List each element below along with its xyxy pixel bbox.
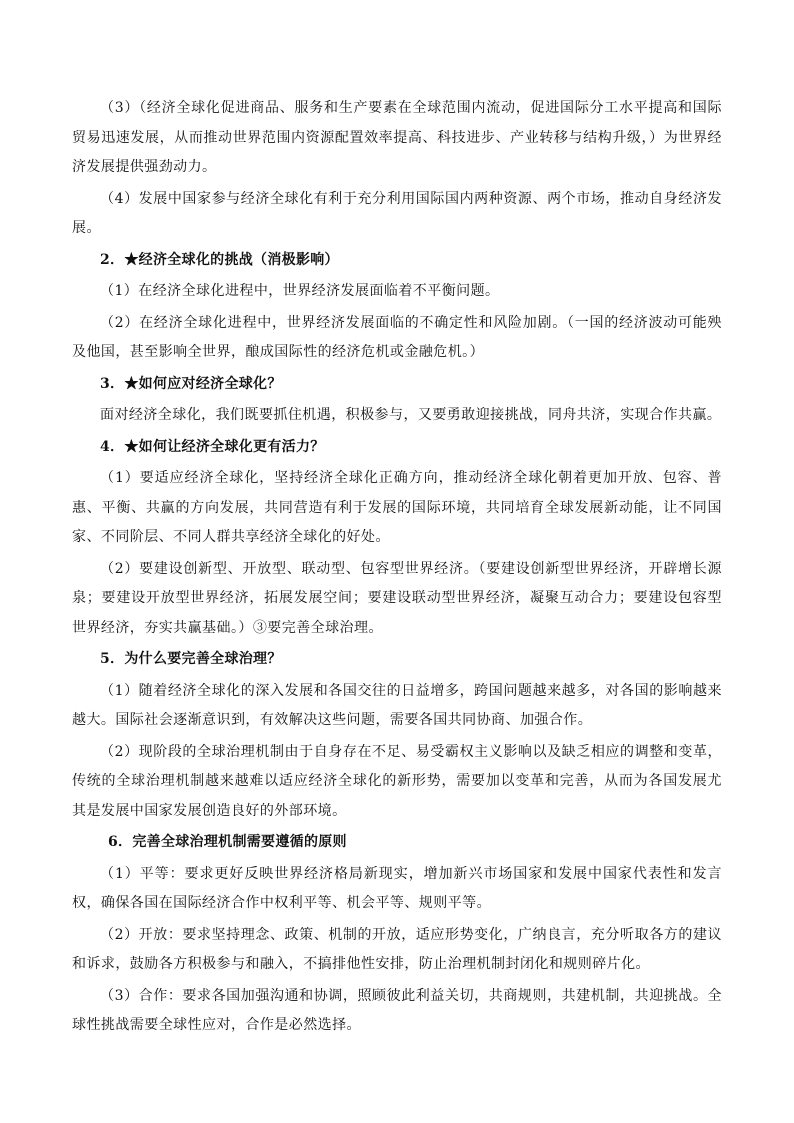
heading-principles: 6．完善全球治理机制需要遵循的原则 — [108, 834, 347, 850]
heading-vitality: 4．★如何让经济全球化更有活力？ — [100, 438, 325, 455]
document-page — [72, 94, 722, 1041]
paragraph-globalization-drive: （3）（经济全球化促进商品、服务和生产要素在全球范围内流动，促进国际分工水平提高和国际贸易迅速发展，从而推动世界范围内资源配置效率提高、科技进步、产业转移与结构升级，）为世界经济发展提供强劲动力。 — [72, 100, 722, 175]
paragraph-cooperation: （3）合作：要求各国加强沟通和协调，照顾彼此利益关切，共商规则，共建机制，共迎挑战。全球性挑战需要全球性应对，合作是必然选择。 — [72, 987, 722, 1033]
heading-why-governance: 5．为什么要完善全球治理？ — [100, 651, 282, 667]
paragraph-adapt: （1）要适应经济全球化，坚持经济全球化正确方向，推动经济全球化朝着更加开放、包容、普惠、平衡、共赢的方向发展，共同营造有利于发展的国际环境，共同培育全球发展新动能，让不同国家、不同阶层、不同人群共享经济全球化的好处。 — [72, 470, 722, 545]
paragraph-build-economy: （2）要建设创新型、开放型、联动型、包容型世界经济。（要建设创新型世界经济，开辟增长源泉；要建设开放型世界经济，拓展发展空间；要建设联动型世界经济，凝聚互动合力；要建设包容型世界经济，夯实共赢基础。）③要完善全球治理。 — [72, 560, 722, 636]
heading-respond: 3．★如何应对经济全球化？ — [100, 375, 282, 392]
paragraph-imbalance: （1）在经济全球化进程中，世界经济发展面临着不平衡问题。 — [100, 283, 500, 299]
paragraph-equality: （1）平等：要求更好反映世界经济格局新现实，增加新兴市场国家和发展中国家代表性和发言权，确保各国在国际经济合作中权利平等、机会平等、规则平等。 — [72, 865, 722, 911]
paragraph-uncertainty: （2）在经济全球化进程中，世界经济发展面临的不确定性和风险加剧。（一国的经济波动可能殃及他国，甚至影响全世界，酿成国际性的经济危机或金融危机。） — [72, 314, 722, 360]
paragraph-cross-border-issues: （1）随着经济全球化的深入发展和各国交往的日益增多，跨国问题越来越多，对各国的影响越来越大。国际社会逐渐意识到，有效解决这些问题，需要各国共同协商、加强合作。 — [72, 682, 722, 728]
heading-challenges: 2．★经济全球化的挑战（消极影响） — [100, 251, 339, 268]
paragraph-respond: 面对经济全球化，我们既要抓住机遇，积极参与，又要勇敢迎接挑战，同舟共济，实现合作共赢。 — [100, 407, 722, 423]
paragraph-developing-countries: （4）发展中国家参与经济全球化有利于充分利用国际国内两种资源、两个市场，推动自身经济发展。 — [72, 190, 722, 236]
paragraph-openness: （2）开放：要求坚持理念、政策、机制的开放，适应形势变化，广纳良言，充分听取各方的建议和诉求，鼓励各方积极参与和融入，不搞排他性安排，防止治理机制封闭化和规则碎片化。 — [72, 926, 722, 972]
paragraph-governance-mechanism: （2）现阶段的全球治理机制由于自身存在不足、易受霸权主义影响以及缺乏相应的调整和变革，传统的全球治理机制越来越难以适应经济全球化的新形势，需要加以变革和完善，从而为各国发展尤其是发展中国家发展创造良好的外部环境。 — [72, 743, 722, 819]
